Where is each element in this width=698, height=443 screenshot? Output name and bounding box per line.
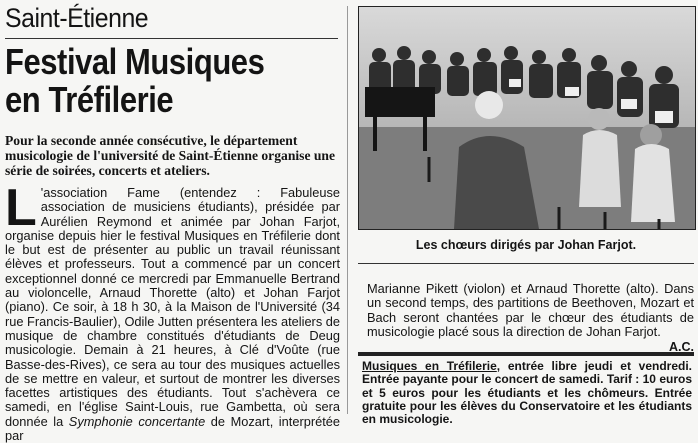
caption-separator bbox=[358, 263, 694, 264]
photo-caption: Les chœurs dirigés par Johan Farjot. bbox=[415, 238, 637, 252]
body-column-1 bbox=[5, 179, 341, 443]
info-details: , entrée libre jeudi et vendredi. Entrée payante pour le concert de samedi. Tarif : 10 euros et 5 euros pour les étudiants et les chômeurs. Entrée gratuite pour les élèves du Conservatoire et les étudiants en musicologie. bbox=[362, 359, 692, 427]
headline bbox=[5, 43, 264, 119]
rubric-rule bbox=[5, 38, 338, 39]
column-divider bbox=[347, 6, 348, 414]
headline-line-1: Festival Musiques bbox=[5, 41, 265, 82]
headline-line-2: en Tréfilerie bbox=[5, 79, 174, 120]
author-signature: A.C. bbox=[669, 340, 694, 354]
choir-photo-image bbox=[359, 7, 695, 229]
standfirst: Pour la seconde année consécutive, le département musicologie de l'université de Saint-Étienne organise une série de soirées, concerts et ateliers. bbox=[5, 133, 336, 178]
info-lead: Musiques en Tréfilerie bbox=[362, 359, 497, 373]
choir-photo bbox=[358, 6, 696, 230]
body-col1-text: 'association Fame (entendez : Fabuleuse association de musiciens étudiants), présidée par Aurélien Reymond et animée par Johan Farjot, organise depuis hier le festival Musiques en Tréfilerie dont le but est de présenter au public un travail réunissant élèves et professeurs. Tout a commencé par un concert exceptionnel donné ce mercredi par Emmanuelle Bertrand au violoncelle, Arnaud Thorette (alto) et Johan Farjot (piano). Ce soir, à 18 h 30, à la Maison de l'Université (34 rue Francis-Baulier), Odile Jutten présentera les ateliers de musique de chambre constitués d'étudiants de Deug musicologie. Demain à 21 heures, à Clé d'Voûte (rue Basse-des-Rives), ce sera au tour des musiques actuelles de se mettre en valeur, et surtout de montrer les diverses facettes artistiques des étudiants. Tout s'achèvera ce samedi, en l'église Saint-Louis, rue Gambetta, où sera donnée la bbox=[5, 185, 341, 429]
drop-cap: L bbox=[5, 179, 37, 237]
body-column-2: Marianne Pikett (violon) et Arnaud Thorette (alto). Dans un second temps, des partitions de Beethoven, Mozart et Bach seront chantées par le chœur des étudiants de musicologie placé sous la direction de Johan Farjot. bbox=[367, 281, 694, 339]
section-rubric: Saint-Étienne bbox=[5, 3, 149, 33]
body-col1-end: de Mozart, interprétée par bbox=[5, 413, 340, 443]
work-title: Symphonie concertante bbox=[68, 413, 206, 429]
